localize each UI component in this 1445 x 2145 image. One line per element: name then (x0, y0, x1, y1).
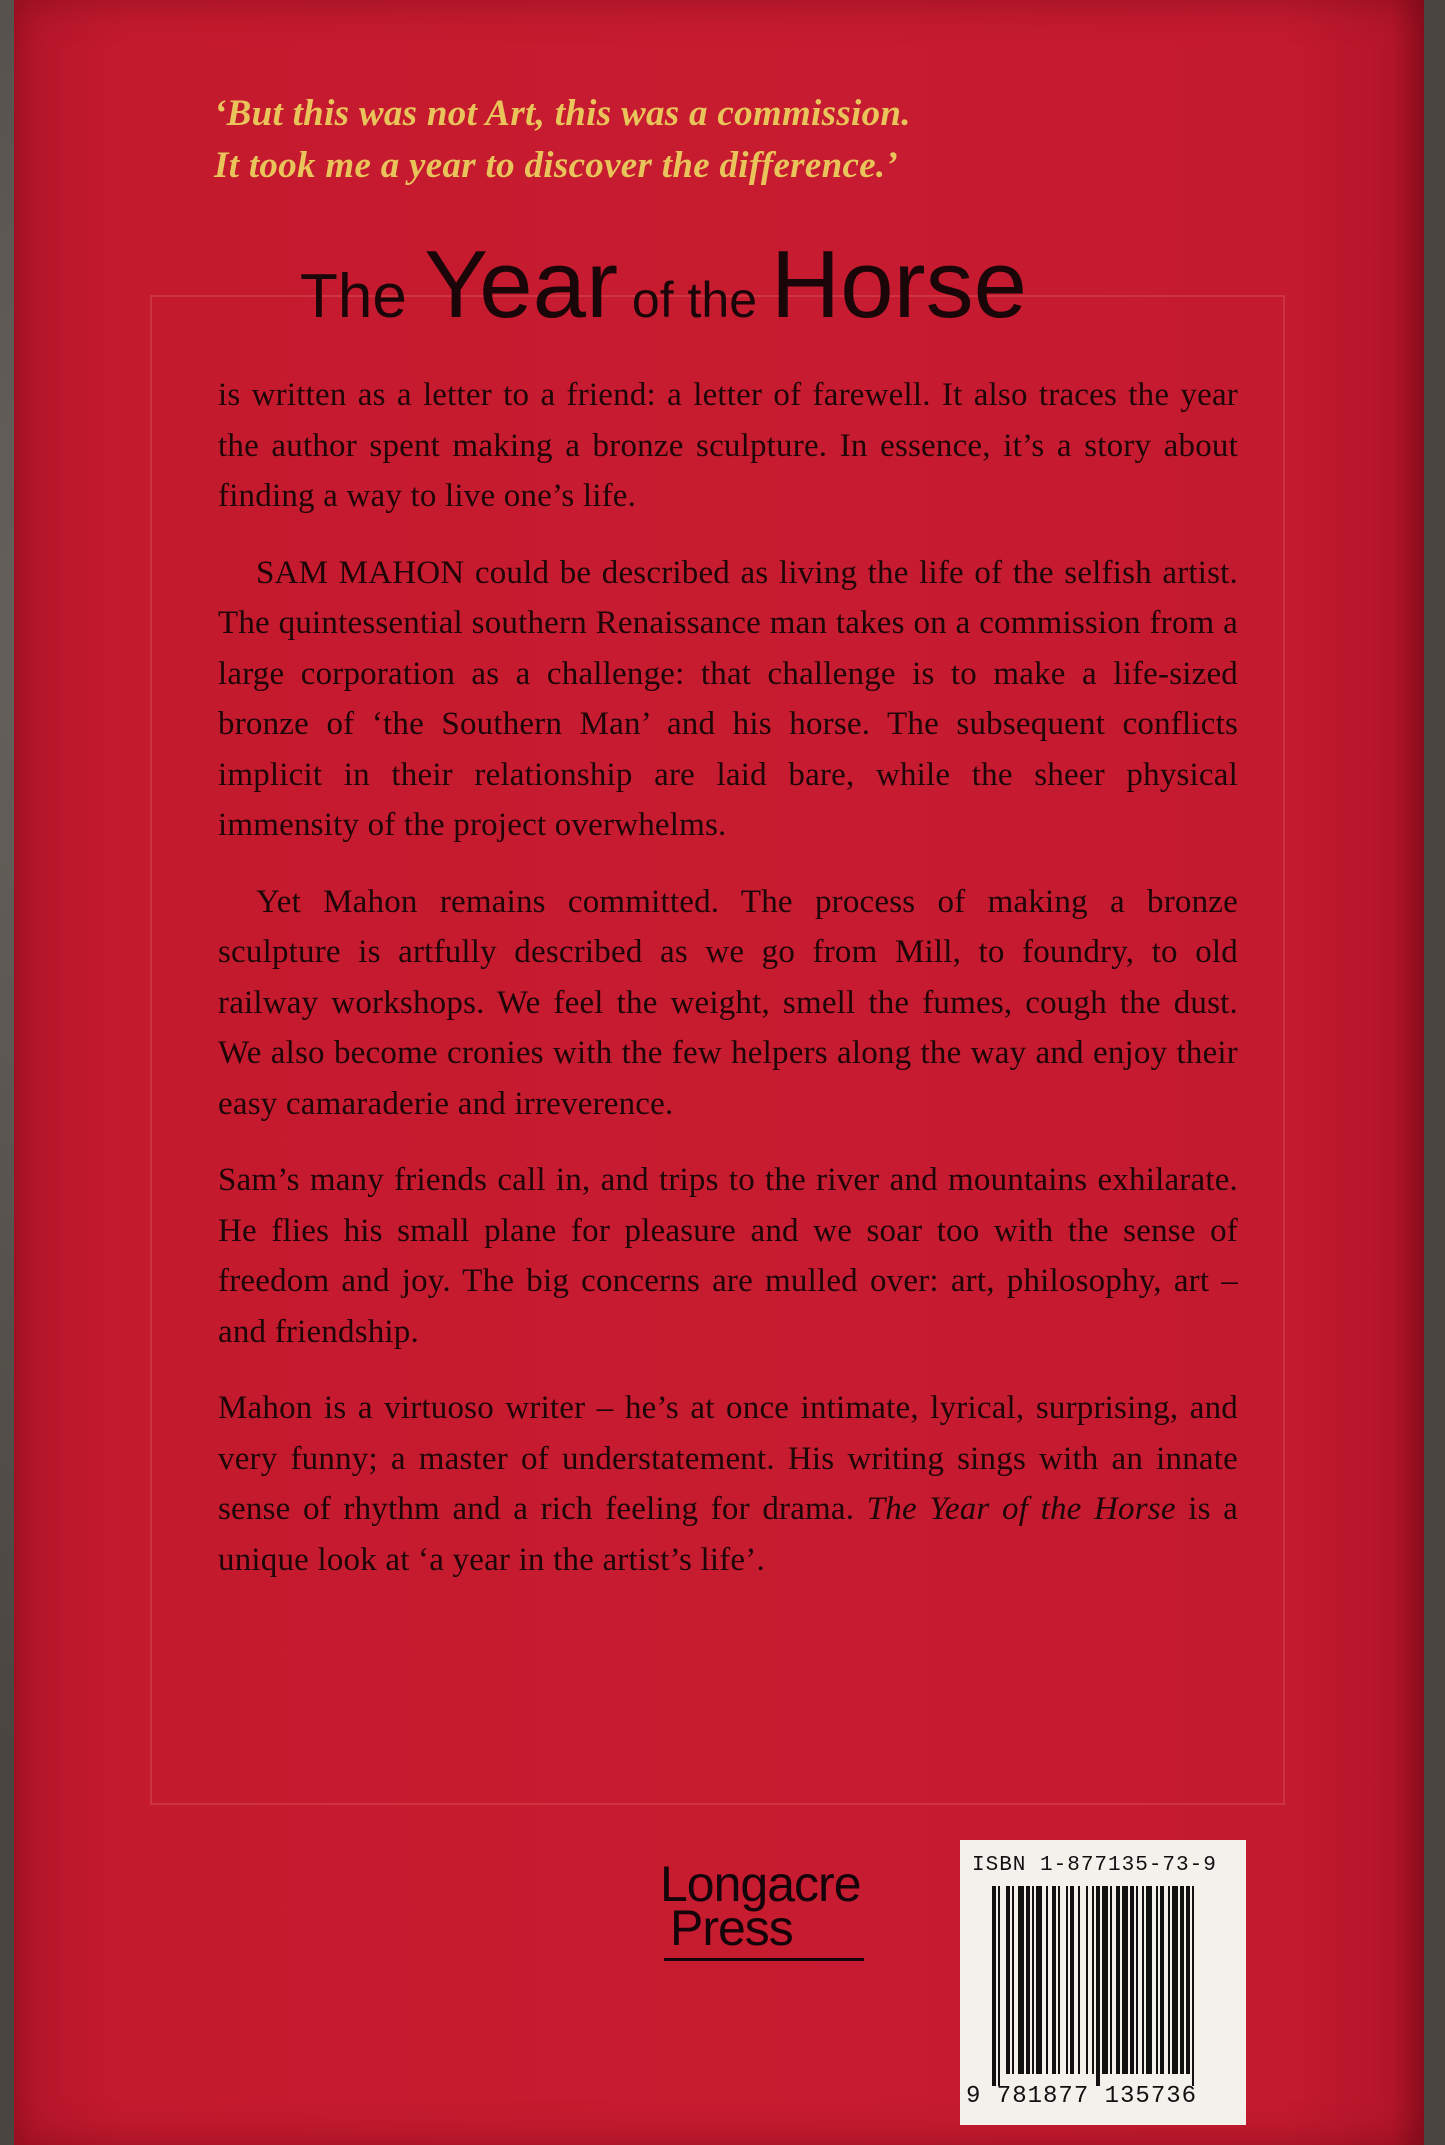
barcode-graphic (992, 1886, 1224, 2086)
barcode-bar (1110, 1886, 1112, 2074)
barcode-bar (1092, 1886, 1094, 2074)
barcode-bar (1130, 1886, 1134, 2074)
barcode-bars (992, 1886, 1224, 2086)
isbn-label: ISBN 1-877135-73-9 (972, 1854, 1217, 1877)
publisher-name-line-2: Press (670, 1900, 793, 1956)
barcode-bar (1172, 1886, 1178, 2074)
barcode-bar (1012, 1886, 1014, 2074)
blurb-paragraph-5-end: is a unique look at ‘a year in the artist’s life’. (218, 1491, 1238, 1578)
blurb-paragraph-3: Yet Mahon remains committed. The process of making a bronze sculpture is artfully described as we go from Mill, to foundry, to old railway workshops. We feel the weight, smell the fumes, cough the dust. We also become cronies with the few helpers along the way and enjoy their easy camaraderie and irreverence. (218, 883, 1238, 1122)
barcode-bar (1070, 1886, 1074, 2074)
blurb-paragraph-1: is written as a letter to a friend: a letter of farewell. It also traces the year the author spent making a bronze sculpture. In essence, it’s a story about finding a way to live one’s life. (218, 377, 1238, 514)
title-word-year: Year (424, 231, 619, 338)
barcode-bar (1136, 1886, 1138, 2074)
barcode-bar (1116, 1886, 1120, 2074)
publisher-logo (660, 1855, 880, 1975)
pull-quote (214, 88, 1214, 192)
barcode-bar (1066, 1886, 1068, 2074)
pull-quote-line-1: ‘But this was not Art, this was a commission. (214, 93, 911, 134)
barcode-bar (1168, 1886, 1170, 2074)
title-word-the: The (300, 262, 425, 331)
barcode-bar (1032, 1886, 1034, 2074)
barcode-bar (1156, 1886, 1158, 2074)
barcode-bar (1096, 1886, 1100, 2086)
barcode-bar (1122, 1886, 1128, 2074)
barcode-bar (1078, 1886, 1080, 2074)
barcode-bar (1006, 1886, 1010, 2074)
barcode-bar (1018, 1886, 1024, 2074)
barcode-bar (992, 1886, 996, 2086)
blurb-paragraph-2: SAM MAHON could be described as living the life of the selfish artist. The quintessential southern Renaissance man takes on a commission from a large corporation as a challenge: that challenge is to make a life-sized bronze of ‘the Southern Man’ and his horse. The subsequent conflicts implicit in their relationship are laid bare, while the sheer physical immensity of the project overwhelms. (218, 554, 1238, 843)
barcode-bar (1186, 1886, 1190, 2074)
book-title (300, 231, 1200, 363)
pull-quote-line-2: It took me a year to discover the difference.’ (214, 145, 899, 186)
barcode-bar (1146, 1886, 1152, 2074)
cover-edge-shadow (1392, 0, 1424, 2145)
barcode-bar (1142, 1886, 1144, 2074)
barcode-bar (1160, 1886, 1164, 2074)
ean-digits: 9 781877 135736 (966, 2083, 1198, 2110)
blurb-paragraph-5-start: Mahon is a virtuoso writer – he’s at once intimate, lyrical, surprising, and very funny; a master of understatement. His writing sings with an innate sense of rhythm and a rich feeling for drama. (218, 1390, 1238, 1527)
blurb-paragraph-4: Sam’s many friends call in, and trips to the river and mountains exhilarate. He flies his small plane for pleasure and we soar too with the sense of freedom and joy. The big concerns are mulled over: art, philosophy, art – and friendship. (218, 1162, 1238, 1350)
blurb (218, 370, 1238, 1611)
isbn-barcode (960, 1840, 1246, 2125)
barcode-bar (998, 1886, 1000, 2086)
barcode-bar (1180, 1886, 1184, 2074)
barcode-bar (1052, 1886, 1056, 2074)
blurb-paragraph-5 (218, 1383, 1238, 1585)
publisher-name-line-1: Longacre (660, 1856, 861, 1912)
title-words-of-the: of the (618, 272, 771, 328)
barcode-bar (1192, 1886, 1194, 2086)
barcode-bar (1058, 1886, 1060, 2074)
publisher-underline (664, 1958, 864, 1961)
barcode-bar (1046, 1886, 1048, 2074)
barcode-bar (1102, 1886, 1108, 2074)
barcode-bar (1086, 1886, 1088, 2074)
barcode-bar (1036, 1886, 1042, 2074)
barcode-bar (1026, 1886, 1030, 2074)
blurb-book-title-italic: The Year of the Horse (866, 1491, 1176, 1527)
title-word-horse: Horse (770, 231, 1027, 338)
